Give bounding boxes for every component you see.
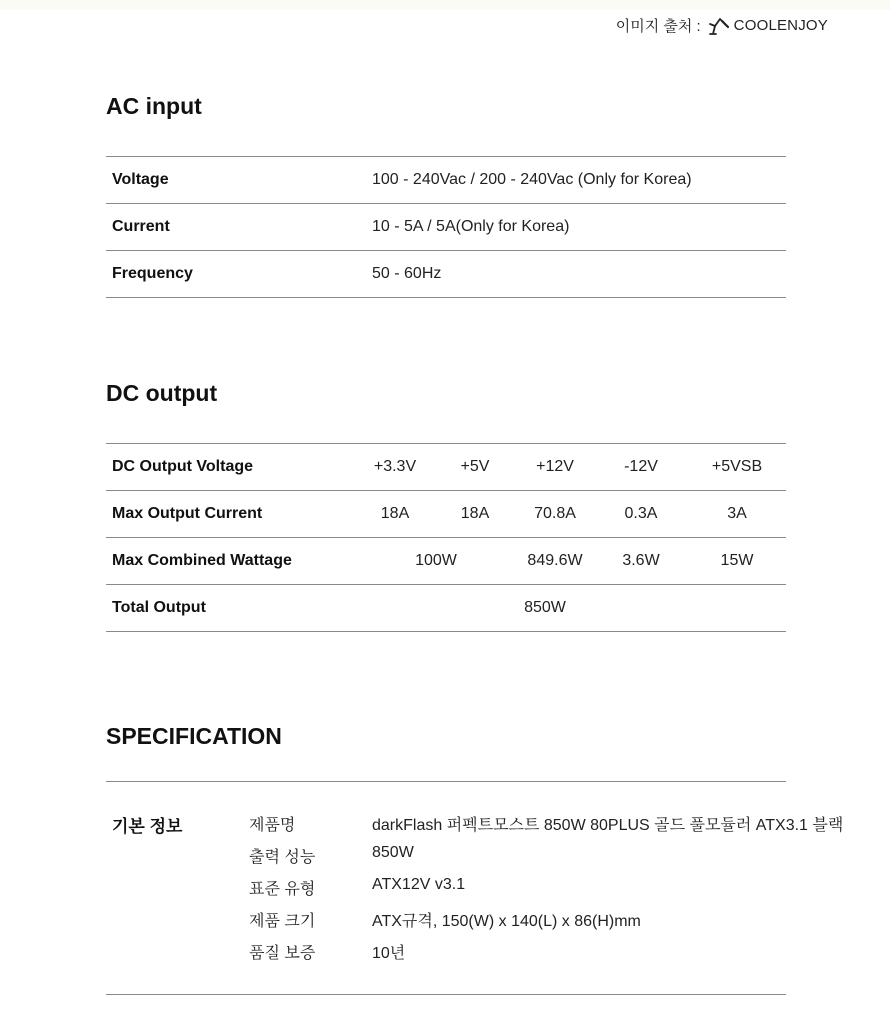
current-label: Current — [106, 204, 372, 251]
product-name-key: 제품명 — [249, 817, 296, 834]
top-band — [0, 0, 890, 10]
wattage-12v: 849.6W — [516, 538, 594, 585]
voltage-5v: +5V — [434, 444, 516, 491]
specification-title: SPECIFICATION — [106, 723, 282, 749]
table-row — [106, 491, 786, 538]
image-credit — [616, 14, 828, 36]
list-item — [106, 844, 866, 876]
table-row — [106, 444, 786, 491]
dc-output-title: DC output — [106, 380, 218, 406]
current-value: 10 - 5A / 5A(Only for Korea) — [372, 204, 786, 251]
total-output-label: Total Output — [106, 585, 356, 632]
warranty-value: 10년 — [372, 945, 406, 962]
table-row — [106, 204, 786, 251]
list-item — [106, 812, 866, 844]
standard-type-value: ATX12V v3.1 — [372, 876, 466, 893]
credit-label: 이미지 출처 : — [615, 17, 701, 35]
voltage-12v: +12V — [516, 444, 594, 491]
max-wattage-label: Max Combined Wattage — [106, 538, 356, 585]
wattage-3v3-5v: 100W — [356, 538, 516, 585]
voltage-5vsb: +5VSB — [688, 444, 786, 491]
basic-info-section — [106, 781, 844, 995]
list-item — [106, 876, 866, 908]
product-size-key: 제품 크기 — [249, 913, 316, 930]
table-row — [106, 157, 786, 204]
current-5vsb: 3A — [688, 491, 786, 538]
product-name-value: darkFlash 퍼펙트모스트 850W 80PLUS 골드 풀모듈러 ATX3.1 블랙 — [372, 817, 844, 834]
voltage-value: 100 - 240Vac / 200 - 240Vac (Only for Korea) — [372, 157, 786, 204]
max-current-label: Max Output Current — [106, 491, 356, 538]
table-row — [106, 251, 786, 298]
dc-output-table — [106, 443, 786, 632]
output-performance-key: 출력 성능 — [249, 849, 316, 866]
standard-type-key: 표준 유형 — [249, 881, 316, 898]
current-neg12v: 0.3A — [594, 491, 688, 538]
frequency-label: Frequency — [106, 251, 372, 298]
list-item — [106, 908, 866, 940]
frequency-value: 50 - 60Hz — [372, 251, 786, 298]
ac-input-table — [106, 156, 786, 298]
wattage-5vsb: 15W — [688, 538, 786, 585]
product-size-value: ATX규격, 150(W) x 140(L) x 86(H)mm — [372, 913, 641, 930]
output-performance-value: 850W — [372, 844, 414, 861]
table-row — [106, 585, 786, 632]
current-12v: 70.8A — [516, 491, 594, 538]
list-item — [106, 940, 866, 972]
current-3v3: 18A — [356, 491, 434, 538]
voltage-neg12v: -12V — [594, 444, 688, 491]
warranty-key: 품질 보증 — [249, 945, 316, 962]
table-row — [106, 538, 786, 585]
coolenjoy-logo — [707, 14, 828, 36]
voltage-3v3: +3.3V — [356, 444, 434, 491]
wattage-neg12v: 3.6W — [594, 538, 688, 585]
voltage-label: Voltage — [106, 157, 372, 204]
credit-brand: COOLENJOY — [733, 16, 828, 34]
total-output-value: 850W — [356, 585, 786, 632]
current-5v: 18A — [434, 491, 516, 538]
basic-info-category: 기본 정보 — [112, 817, 183, 836]
lamp-icon — [707, 14, 731, 36]
ac-input-title: AC input — [106, 93, 202, 119]
dc-voltage-label: DC Output Voltage — [106, 444, 356, 491]
